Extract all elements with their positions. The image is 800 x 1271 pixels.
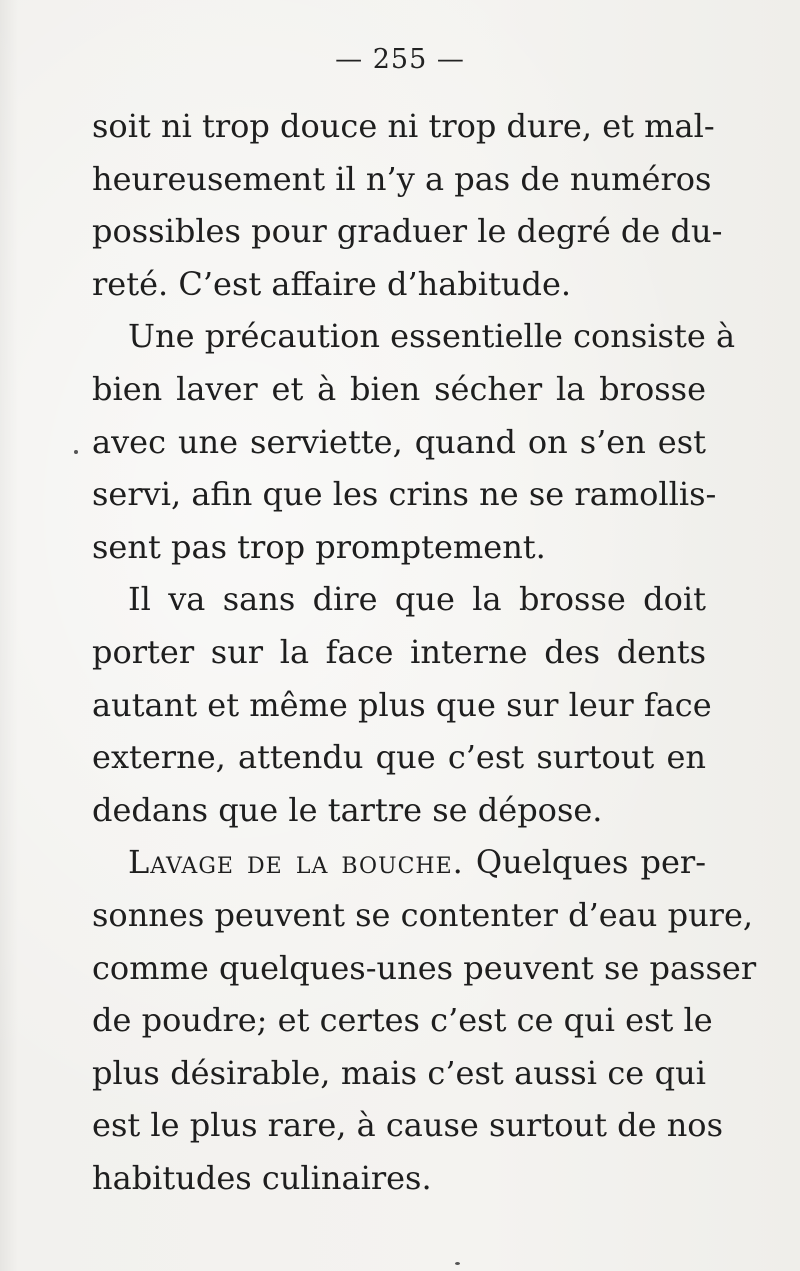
text-line: Il va sans dire que la brosse doit xyxy=(128,580,706,619)
text-line: heureusement il n’y a pas de numéros xyxy=(92,159,712,198)
text-line: sonnes peuvent se contenter d’eau pure, xyxy=(92,895,754,934)
text-line: avec une serviette, quand on s’en est xyxy=(92,422,706,461)
section-heading: Lavage de la bouche. xyxy=(128,843,464,882)
ink-speck xyxy=(74,450,78,454)
text-line: comme quelques-unes peuvent se passer xyxy=(92,948,757,987)
paragraph xyxy=(92,100,723,310)
text-line: autant et même plus que sur leur face xyxy=(92,685,712,724)
text-line: habitudes culinaires. xyxy=(92,1158,432,1197)
text-line: plus désirable, mais c’est aussi ce qui xyxy=(92,1053,706,1092)
text-line: servi, afin que les crins ne se ramollis- xyxy=(92,475,717,514)
ink-speck xyxy=(455,1262,460,1265)
text-line: porter sur la face interne des dents xyxy=(92,632,706,671)
page-number: — 255 — xyxy=(335,44,465,75)
text-line xyxy=(92,836,706,889)
text-line: soit ni trop douce ni trop dure, et mal- xyxy=(92,107,715,145)
paragraph xyxy=(92,310,736,573)
paragraph xyxy=(92,573,712,836)
text-line: reté. C’est affaire d’habitude. xyxy=(92,264,572,303)
text-line: externe, attendu que c’est surtout en xyxy=(92,738,706,777)
text-line: bien laver et à bien sécher la brosse xyxy=(92,369,706,408)
text-fragment: Quelques per- xyxy=(463,843,707,882)
body-text xyxy=(92,100,757,1204)
text-line: est le plus rare, à cause surtout de nos xyxy=(92,1106,723,1145)
text-line: Une précaution essentielle consiste à xyxy=(128,317,736,356)
paragraph xyxy=(92,836,757,1204)
text-line: sent pas trop promptement. xyxy=(92,527,546,566)
text-line: dedans que le tartre se dépose. xyxy=(92,790,603,829)
text-line: de poudre; et certes c’est ce qui est le xyxy=(92,1001,713,1040)
text-line: possibles pour graduer le degré de du- xyxy=(92,212,723,251)
